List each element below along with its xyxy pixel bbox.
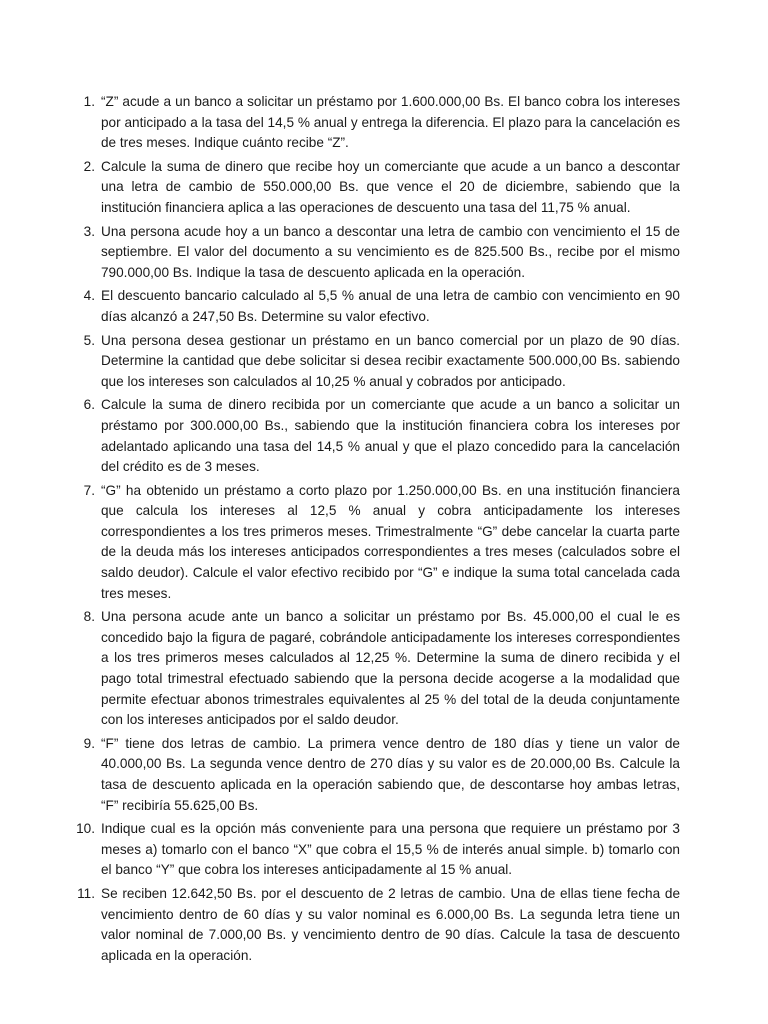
problem-number: 1. (83, 94, 95, 109)
problem-item (72, 734, 680, 816)
problem-text: “G” ha obtenido un préstamo a corto plazo por 1.250.000,00 Bs. en una institución financiera que calcula los intereses al 12,5 % anual y cobra anticipadamente los intereses correspondientes a los tres primeros meses. Trimestralmente “G” debe cancelar la cuarta parte de la deuda más los intereses anticipados correspondientes a tres meses (calculados sobre el saldo deudor). Calcule el valor efectivo recibido por “G” e indique la suma total cancelada cada tres meses. (101, 482, 680, 601)
problem-item (72, 92, 680, 154)
problem-number: 8. (83, 609, 95, 625)
problem-item (72, 884, 680, 966)
problem-text: “Z” acude a un banco a solicitar un préstamo por 1.600.000,00 Bs. El banco cobra los intereses por anticipado a la tasa del 14,5 % anual y entrega la diferencia. El plazo para la cancelación es de tres meses. Indique cuánto recibe “Z”. (101, 94, 680, 151)
problem-number: 11. (77, 885, 95, 901)
problem-item (72, 481, 680, 605)
problem-text: Calcule la suma de dinero que recibe hoy un comerciante que acude a un banco a descontar una letra de cambio de 550.000,00 Bs. que vence el 20 de diciembre, sabiendo que la institución financiera aplica a las operaciones de descuento una tasa del 11,75 % anual. (101, 158, 680, 215)
problem-number: 6. (83, 397, 95, 413)
problem-text: Una persona desea gestionar un préstamo en un banco comercial por un plazo de 90 días. Determine la cantidad que debe solicitar si desea recibir exactamente 500.000,00 Bs. sabiendo que los intereses son calculados al 10,25 % anual y cobrados por anticipado. (101, 332, 680, 389)
problem-number: 5. (83, 332, 95, 348)
problem-text: Una persona acude hoy a un banco a descontar una letra de cambio con vencimiento el 15 de septiembre. El valor del documento a su vencimiento es de 825.500 Bs., recibe por el mismo 790.000,00 Bs. Indique la tasa de descuento aplicada en la operación. (101, 223, 680, 280)
problem-number: 4. (83, 288, 95, 304)
problem-item (72, 819, 680, 881)
problem-number: 9. (83, 735, 95, 751)
problem-item (72, 395, 680, 477)
problem-number: 7. (83, 482, 95, 498)
problem-number: 2. (83, 158, 95, 174)
problem-item (72, 331, 680, 393)
problem-text: Se reciben 12.642,50 Bs. por el descuento de 2 letras de cambio. Una de ellas tiene fecha de vencimiento dentro de 60 días y su valor nominal es 6.000,00 Bs. La segunda letra tiene un valor nominal de 7.000,00 Bs. y vencimiento dentro de 90 días. Calcule la tasa de descuento aplicada en la operación. (101, 885, 680, 963)
problem-item (72, 157, 680, 219)
problem-number: 10. (76, 821, 95, 837)
problem-number: 3. (83, 223, 95, 239)
problem-text: Calcule la suma de dinero recibida por un comerciante que acude a un banco a solicitar un préstamo por 300.000,00 Bs., sabiendo que la institución financiera cobra los intereses por adelantado aplicando una tasa del 14,5 % anual y que el plazo concedido para la cancelación del crédito es de 3 meses. (101, 397, 680, 475)
problem-list (72, 92, 680, 969)
problem-text: Indique cual es la opción más conveniente para una persona que requiere un préstamo por 3 meses a) tomarlo con el banco “X” que cobra el 15,5 % de interés anual simple. b) tomarlo con el banco “Y” que cobra los intereses anticipadamente al 15 % anual. (101, 821, 680, 878)
problem-item (72, 607, 680, 731)
problem-item (72, 222, 680, 284)
problem-text: El descuento bancario calculado al 5,5 % anual de una letra de cambio con vencimiento en 90 días alcanzó a 247,50 Bs. Determine su valor efectivo. (101, 288, 680, 324)
problem-item (72, 286, 680, 327)
problem-text: “F” tiene dos letras de cambio. La primera vence dentro de 180 días y tiene un valor de 40.000,00 Bs. La segunda vence dentro de 270 días y su valor es de 20.000,00 Bs. Calcule la tasa de descuento aplicada en la operación sabiendo que, de descontarse hoy ambas letras, “F” recibiría 55.625,00 Bs. (101, 735, 680, 813)
problem-text: Una persona acude ante un banco a solicitar un préstamo por Bs. 45.000,00 el cual le es concedido bajo la figura de pagaré, cobrándole anticipadamente los intereses correspondientes a los tres primeros meses calculados al 12,25 %. Determine la suma de dinero recibida y el pago total trimestral efectuado sabiendo que la persona decide acogerse a la modalidad que permite efectuar abonos trimestrales equivalentes al 25 % del total de la deuda conjuntamente con los intereses anticipados por el saldo deudor. (101, 609, 680, 728)
